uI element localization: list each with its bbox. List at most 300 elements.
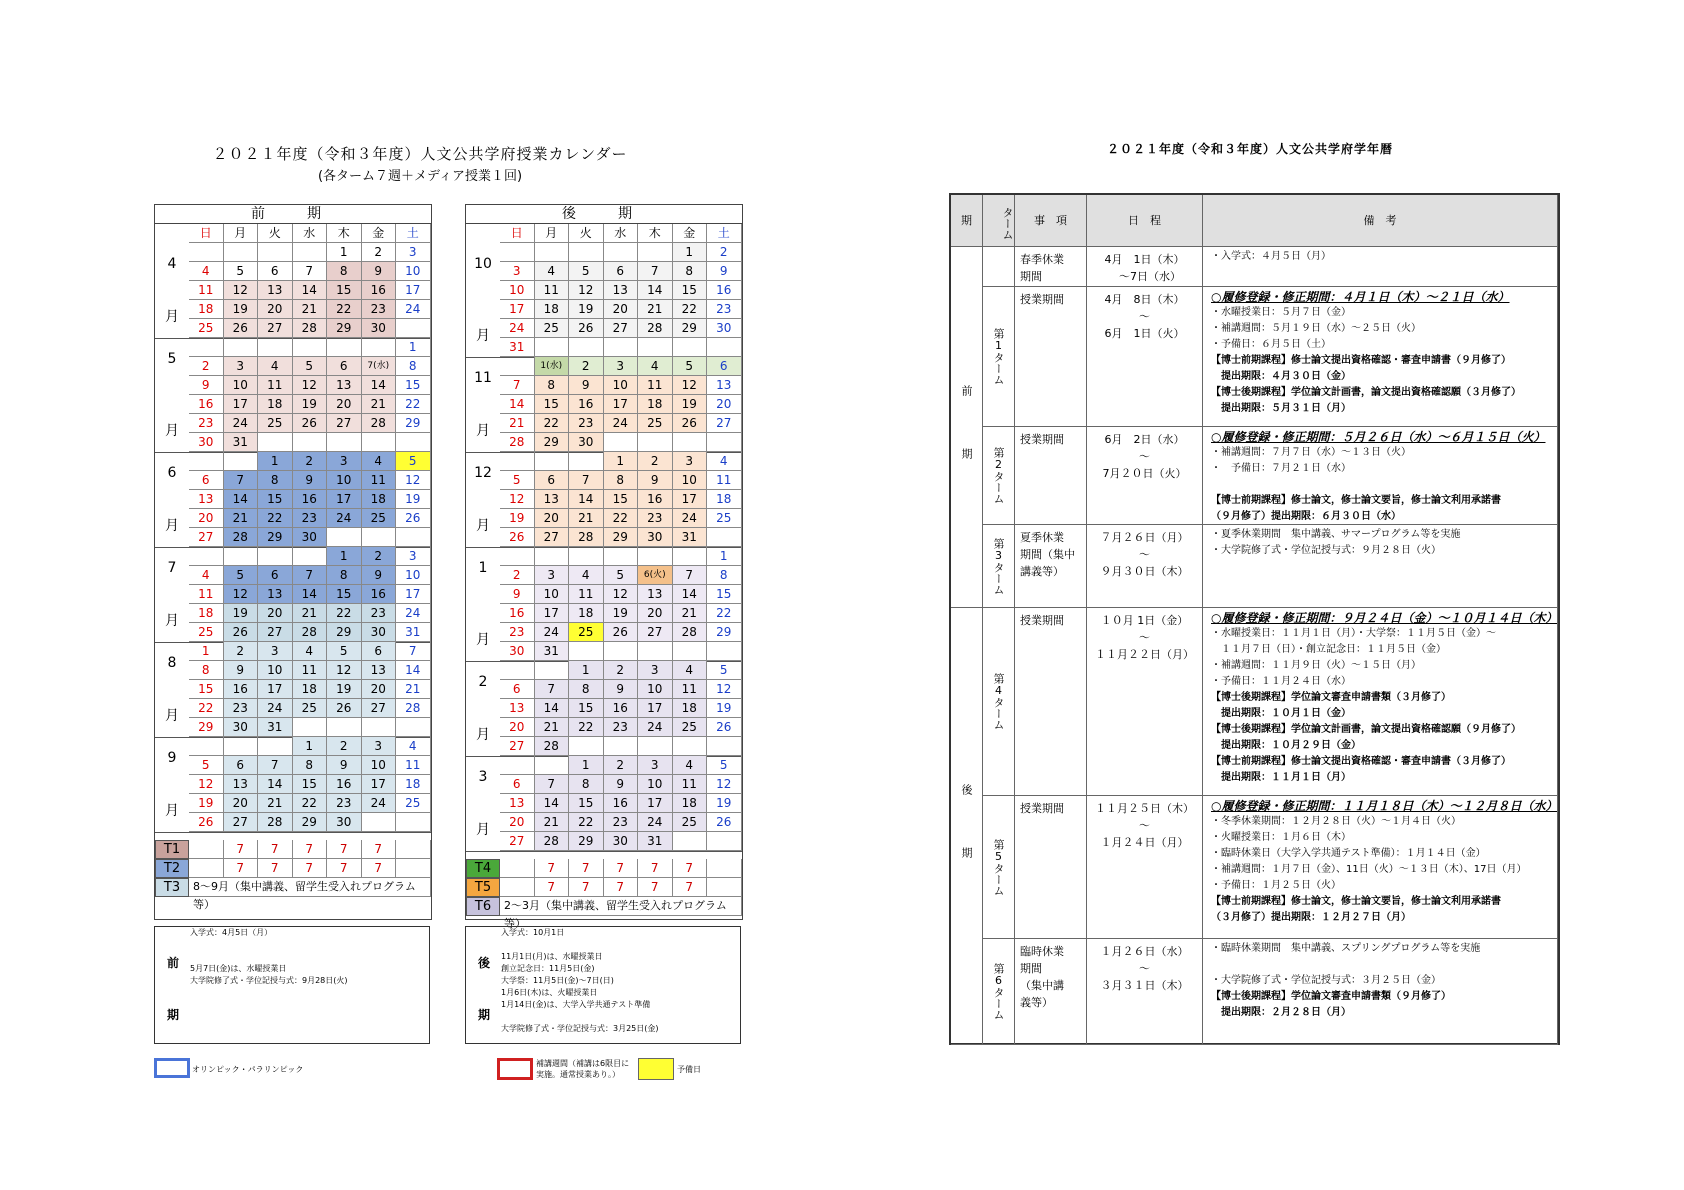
term-cell [983,247,1015,287]
kouki-note-label1: 後 [478,956,491,970]
month-label: 4 [167,256,177,273]
day-cell: 16 [500,604,535,623]
day-cell [604,547,639,566]
day-cell: 2 [224,642,259,661]
bikou-line: 【博士前期課程】修士論文提出資格確認・審査申請書（９月修了） [1211,355,1511,366]
day-cell: 15 [604,490,639,509]
day-cell: 12 [707,680,742,699]
day-cell: 21 [224,509,259,528]
dow-header: 日 [500,224,535,243]
term-week-count: 7 [293,840,328,859]
day-cell: 16 [638,490,673,509]
day-cell: 19 [707,794,742,813]
dow-header: 火 [258,224,293,243]
day-cell: 6 [707,357,742,376]
calendar-subtitle: (各ターム７週＋メディア授業１回) [317,169,523,184]
bikou-line: ・臨時休業期間 集中講義、スプリングプログラム等を実施 [1211,943,1481,954]
day-cell: 7(水) [362,357,397,376]
term-week-count [189,859,224,878]
day-cell: 24 [500,319,535,338]
legend-hokou-box [497,1058,533,1080]
day-cell: 15 [293,775,328,794]
day-cell [569,452,604,471]
bikou-line: ・補講週間：７月７日（水）～１３日（火） [1211,447,1411,458]
day-cell: 29 [569,832,604,851]
day-cell: 9 [604,775,639,794]
day-cell: 10 [396,566,431,585]
day-cell: 16 [327,775,362,794]
month-char: 月 [476,422,490,439]
day-cell [604,243,639,262]
day-cell: 1 [327,547,362,566]
day-cell: 27 [362,699,397,718]
day-cell [673,832,708,851]
note-line: 5月7日(金)は、水曜授業日 [190,964,287,973]
dow-header: 木 [638,224,673,243]
day-cell [293,338,328,357]
day-cell: 18 [673,699,708,718]
day-cell: 20 [258,604,293,623]
day-cell: 24 [396,300,431,319]
day-cell: 18 [189,604,224,623]
day-cell: 25 [569,623,604,642]
day-cell [258,433,293,452]
day-cell: 13 [258,281,293,300]
day-cell: 19 [189,794,224,813]
day-cell [604,642,639,661]
term-week-count: 7 [293,859,328,878]
day-cell: 25 [535,319,570,338]
nittei-cell: １１月２５日（木） ～ １月２４日（月） [1087,796,1203,939]
day-cell: 10 [396,262,431,281]
day-cell: 17 [362,775,397,794]
day-cell: 11 [638,376,673,395]
day-cell: 11 [189,585,224,604]
day-cell: 9 [224,661,259,680]
day-cell: 17 [500,300,535,319]
day-cell: 19 [224,300,259,319]
term-week-count: 7 [224,840,259,859]
day-cell: 20 [707,395,742,414]
day-cell: 19 [604,604,639,623]
note-line: 1月6日(木)は、火曜授業日 [501,988,598,997]
day-cell: 8 [569,775,604,794]
day-cell: 2 [604,661,639,680]
day-cell [535,547,570,566]
legend-yobi-text: 予備日 [677,1065,701,1074]
dow-header: 水 [293,224,328,243]
day-cell: 10 [224,376,259,395]
day-cell: 29 [604,528,639,547]
day-cell: 15 [569,794,604,813]
jikou-cell: 授業期間 [1015,796,1087,939]
day-cell: 3 [500,262,535,281]
day-cell: 15 [327,585,362,604]
day-cell: 28 [535,832,570,851]
day-cell: 26 [189,813,224,832]
day-cell [500,756,535,775]
kouki-note-label2: 期 [478,1008,491,1022]
bikou-line: 提出期限：４月３０日（金） [1211,371,1351,382]
jikou-cell: 授業期間 [1015,427,1087,525]
day-cell: 16 [362,585,397,604]
day-cell: 15 [258,490,293,509]
term-week-count: 7 [362,859,397,878]
day-cell: 6 [189,471,224,490]
day-cell [327,718,362,737]
day-cell: 12 [189,775,224,794]
day-cell: 22 [569,813,604,832]
day-cell: 27 [189,528,224,547]
day-cell [362,338,397,357]
term-label: T6 [466,897,500,916]
bikou-line: 【博士前期課程】修士論文，修士論文要旨，修士論文利用承諾書 [1211,495,1501,506]
day-cell: 23 [604,813,639,832]
term-cell: 第3ターム [983,525,1015,608]
zenki-calendar [154,204,432,920]
day-cell [500,547,535,566]
dow-header: 月 [224,224,259,243]
day-cell: 26 [604,623,639,642]
day-cell: 23 [293,509,328,528]
day-cell: 6 [535,471,570,490]
day-cell: 9 [362,262,397,281]
day-cell: 30 [362,623,397,642]
legend-yobi-box [638,1058,674,1080]
day-cell: 2 [189,357,224,376]
day-cell: 13 [189,490,224,509]
day-cell [673,547,708,566]
note-line: 大学院修了式・学位記授与式：9月28日(火) [190,976,348,985]
legend-olympic-box [154,1058,190,1078]
day-cell: 5 [224,262,259,281]
day-cell: 6 [500,680,535,699]
bikou-line: ・火曜授業日：１月６日（木） [1211,832,1351,843]
day-cell: 17 [224,395,259,414]
day-cell [707,528,742,547]
day-cell: 23 [224,699,259,718]
day-cell [638,243,673,262]
day-cell: 4 [673,661,708,680]
bikou-line: ・水曜授業日：１１月１日（月）・大学祭：１１月５日（金）～ [1211,628,1496,639]
day-cell: 16 [604,699,639,718]
day-cell: 4 [258,357,293,376]
day-cell: 19 [569,300,604,319]
bikou-line: ・補講週間：５月１９日（水）～２５日（火） [1211,323,1421,334]
day-cell [293,243,328,262]
kouki-header: 後 期 [466,205,742,224]
day-cell: 8 [396,357,431,376]
day-cell [535,338,570,357]
day-cell: 10 [258,661,293,680]
day-cell [535,661,570,680]
day-cell: 12 [500,490,535,509]
day-cell: 21 [535,813,570,832]
day-cell: 25 [707,509,742,528]
day-cell: 27 [258,623,293,642]
month-char: 月 [165,802,179,819]
month-label: 11 [474,370,492,387]
bikou-line: ・夏季休業期間 集中講義、サマープログラム等を実施 [1211,529,1461,540]
day-cell: 18 [293,680,328,699]
day-cell: 12 [396,471,431,490]
day-cell: 25 [673,813,708,832]
day-cell: 3 [362,737,397,756]
day-cell: 24 [673,509,708,528]
bikou-line: ・水曜授業日：５月７日（金） [1211,307,1351,318]
day-cell: 13 [638,585,673,604]
day-cell: 20 [638,604,673,623]
day-cell [707,737,742,756]
day-cell [224,737,259,756]
nittei-cell: １月２６日（水） ～ ３月３１日（木） [1087,939,1203,1045]
day-cell: 24 [327,509,362,528]
day-cell: 17 [535,604,570,623]
term-week-count [396,840,431,859]
day-cell: 3 [604,357,639,376]
day-cell: 9 [638,471,673,490]
day-cell: 16 [362,281,397,300]
day-cell: 2 [327,737,362,756]
day-cell: 2 [604,756,639,775]
bikou-line [1211,477,1557,493]
note-line: 入学式：10月1日 [501,928,565,937]
day-cell: 6 [224,756,259,775]
day-cell: 7 [638,262,673,281]
term-week-count: 7 [535,859,570,878]
bikou-line: （３月修了）提出期限：１２月２７日（月） [1211,912,1411,923]
day-cell [673,642,708,661]
term-week-count: 7 [258,840,293,859]
day-cell: 24 [604,414,639,433]
day-cell [707,338,742,357]
day-cell: 26 [673,414,708,433]
day-cell: 4 [535,262,570,281]
day-cell: 21 [569,509,604,528]
day-cell: 10 [604,376,639,395]
day-cell: 20 [189,509,224,528]
day-cell: 12 [673,376,708,395]
bikou-line: 提出期限：１１月１日（月） [1211,772,1351,783]
day-cell: 27 [258,319,293,338]
day-cell: 28 [293,319,328,338]
day-cell: 18 [258,395,293,414]
registration-period: ○履修登録・修正期間：５月２６日（水）～６月１５日（火） [1211,430,1546,444]
bikou-line: 【博士後期課程】学位論文計画書，論文提出資格確認願（３月修了） [1211,387,1521,398]
day-cell: 11 [569,585,604,604]
day-cell [604,338,639,357]
day-cell: 13 [327,376,362,395]
day-cell: 28 [569,528,604,547]
day-cell: 4 [673,756,708,775]
day-cell: 5 [569,262,604,281]
day-cell: 20 [224,794,259,813]
kouki-calendar [465,204,743,930]
day-cell: 8 [327,566,362,585]
dow-header: 土 [396,224,431,243]
day-cell: 22 [293,794,328,813]
day-cell: 30 [224,718,259,737]
term-label: T2 [155,859,189,878]
term-week-count: 7 [224,859,259,878]
registration-period: ○履修登録・修正期間：４月１日（木）～２１日（水） [1211,290,1510,304]
jikou-cell: 授業期間 [1015,608,1087,796]
day-cell: 27 [604,319,639,338]
nittei-cell: ７月２６日（月） ～ ９月３０日（木） [1087,525,1203,608]
day-cell: 8 [189,661,224,680]
month-label: 2 [478,674,488,691]
day-cell: 29 [396,414,431,433]
bikou-line: （９月修了）提出期限：６月３０日（水） [1211,511,1401,522]
note-line: 入学式：4月5日（月） [190,928,273,937]
month-label: 12 [474,465,492,482]
day-cell [396,433,431,452]
day-cell: 9 [500,585,535,604]
day-cell: 8 [258,471,293,490]
day-cell: 5 [707,756,742,775]
day-cell: 29 [707,623,742,642]
day-cell: 19 [224,604,259,623]
day-cell [189,243,224,262]
day-cell: 13 [500,699,535,718]
day-cell: 28 [638,319,673,338]
day-cell: 10 [500,281,535,300]
day-cell: 31 [673,528,708,547]
day-cell: 15 [569,699,604,718]
day-cell [500,661,535,680]
day-cell: 14 [224,490,259,509]
day-cell: 26 [293,414,328,433]
note-line: 大学院修了式・学位記授与式：3月25日(金) [501,1024,659,1033]
day-cell: 27 [500,832,535,851]
day-cell: 25 [189,319,224,338]
day-cell: 19 [396,490,431,509]
day-cell: 18 [707,490,742,509]
schedule-header: 日 程 [1087,195,1203,247]
day-cell: 9 [707,262,742,281]
month-char: 月 [165,707,179,724]
day-cell: 11 [673,680,708,699]
day-cell: 21 [673,604,708,623]
day-cell: 31 [396,623,431,642]
legend-olympic-text: オリンピック・パラリンピック [192,1065,304,1074]
day-cell: 28 [673,623,708,642]
day-cell: 28 [362,414,397,433]
day-cell [396,528,431,547]
day-cell: 5 [673,357,708,376]
bikou-line: ・入学式：４月５日（月） [1211,251,1331,262]
day-cell: 23 [638,509,673,528]
day-cell: 6 [258,566,293,585]
term-week-count [500,878,535,897]
nittei-cell: １０月 1日（金） ～ １１月２２日（月） [1087,608,1203,796]
day-cell [707,832,742,851]
schedule-title: ２０２１年度（令和３年度）人文公共学府学年暦 [1106,142,1393,156]
term-week-count [707,859,742,878]
month-char: 月 [476,631,490,648]
day-cell [569,547,604,566]
term-week-count: 7 [604,859,639,878]
day-cell: 22 [569,718,604,737]
bikou-line: ・臨時休業日（大学入学共通テスト準備）：１月１４日（金） [1211,848,1486,859]
month-label: 7 [167,560,177,577]
day-cell: 8 [673,262,708,281]
note-line [190,939,348,951]
day-cell: 10 [327,471,362,490]
month-label: 3 [478,769,488,786]
bikou-cell [1203,287,1558,427]
day-cell: 18 [535,300,570,319]
day-cell [673,338,708,357]
term-description: 2～3月（集中講義、留学生受入れプログラム等） [500,897,742,916]
day-cell: 12 [604,585,639,604]
month-char: 月 [165,422,179,439]
day-cell [189,547,224,566]
day-cell: 14 [500,395,535,414]
day-cell: 22 [707,604,742,623]
day-cell: 6 [604,262,639,281]
day-cell: 17 [638,794,673,813]
day-cell: 30 [327,813,362,832]
day-cell: 25 [638,414,673,433]
dow-header: 金 [673,224,708,243]
zenki-note [154,926,430,1044]
bikou-line [1211,957,1557,973]
day-cell: 16 [293,490,328,509]
day-cell: 9 [604,680,639,699]
day-cell: 23 [604,718,639,737]
day-cell: 5 [189,756,224,775]
day-cell: 20 [362,680,397,699]
day-cell: 5 [604,566,639,585]
day-cell: 14 [535,794,570,813]
day-cell: 21 [258,794,293,813]
day-cell: 1 [604,452,639,471]
term-week-count: 7 [638,859,673,878]
bikou-line: 提出期限：１０月２９日（金） [1211,740,1361,751]
day-cell: 29 [327,319,362,338]
day-cell: 8 [327,262,362,281]
day-cell [569,737,604,756]
day-cell: 27 [500,737,535,756]
day-cell: 31 [224,433,259,452]
kouki-label: 後 期 [951,608,983,1045]
day-cell: 3 [396,547,431,566]
day-cell: 23 [707,300,742,319]
day-cell: 7 [569,471,604,490]
day-cell: 13 [604,281,639,300]
day-cell: 21 [362,395,397,414]
bikou-line: 【博士前期課程】修士論文提出資格確認・審査申請書（３月修了） [1211,756,1511,767]
day-cell [189,737,224,756]
day-cell: 8 [569,680,604,699]
day-cell: 7 [673,566,708,585]
legend-hokou-text: 補講週間（補講は6限目に実施。通常授業あり。） [536,1059,630,1079]
day-cell: 12 [293,376,328,395]
day-cell: 11 [673,775,708,794]
bikou-line: ・補講週間：１月７日（金）、11日（火）～１３日（木）、17日（月） [1211,864,1527,875]
day-cell: 12 [224,585,259,604]
bikou-cell [1203,608,1558,796]
day-cell: 28 [224,528,259,547]
day-cell: 17 [396,281,431,300]
day-cell: 10 [638,680,673,699]
day-cell [638,642,673,661]
day-cell: 21 [396,680,431,699]
dow-header: 月 [535,224,570,243]
term-label: T3 [155,878,189,897]
day-cell: 4 [396,737,431,756]
